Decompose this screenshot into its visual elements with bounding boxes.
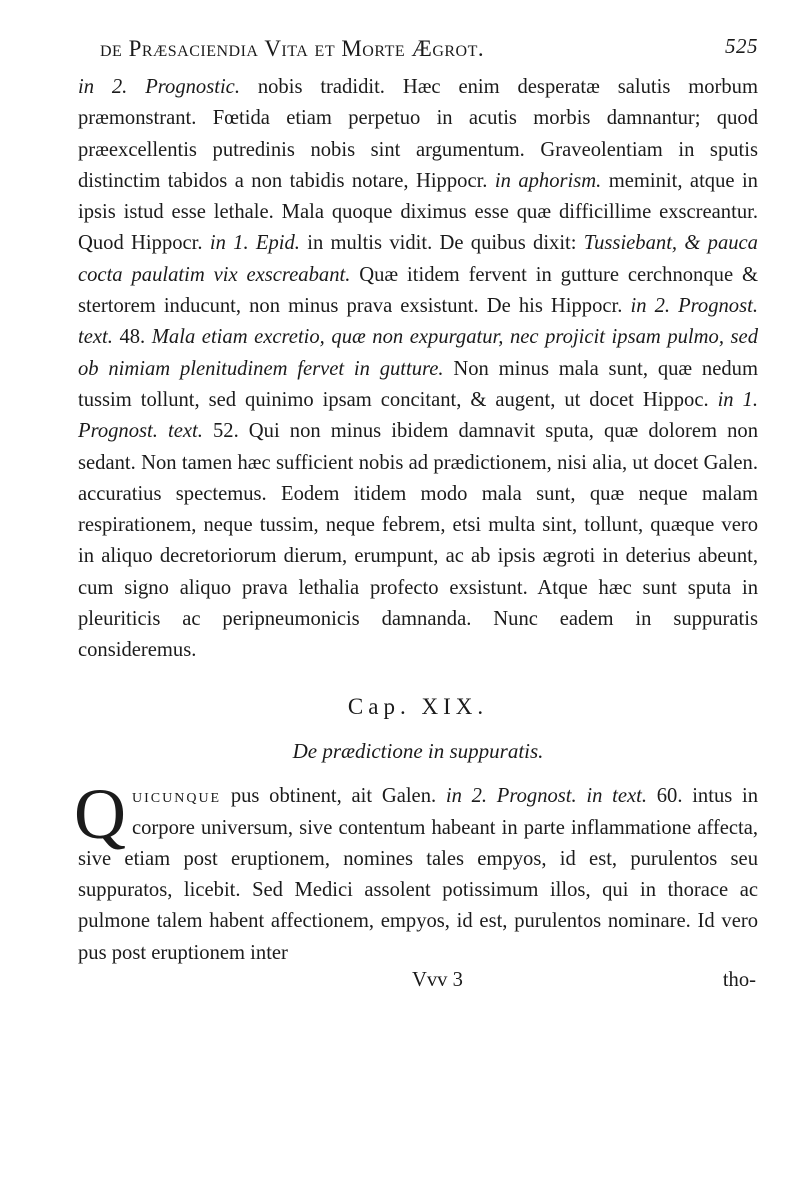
citation: in 2. Prognost. in text. bbox=[445, 785, 648, 808]
chapter-heading: Cap. XIX. bbox=[347, 693, 489, 719]
body-text bbox=[74, 72, 758, 969]
citation: in 1. Prognost. text. bbox=[78, 388, 758, 443]
first-word-small-caps: uicunque bbox=[132, 785, 222, 808]
signature-line bbox=[78, 969, 758, 1001]
citation: in 2. Prognostic. bbox=[78, 76, 240, 98]
text-run: Non minus mala sunt, quæ nedum tussim tollunt, sed quinimo ipsam concitant, & augent, ut docet Hippoc. bbox=[78, 357, 758, 411]
text-run: 52. Qui non minus ibidem damnavit sputa, quæ dolorem non sedant. Non tamen hæc sufficient nobis ad prædictionem, nisi alia, ut docet Galen. accuratius spectemus. Eodem itidem modo mala sunt, quæ neque malam respirationem, neque tussim, neque febrem, etsi multa sint, tollunt, quæque vero in aliquo decretoriorum dierum, erumpunt, ac ab ipsis ægroti in deterius abeunt, cum signo aliquo prava lethalia profecto exsistunt. Atque hæc sunt sputa in pleuriticis ac peripneumonicis damnanda. Nunc eadem in suppuratis consideremus. bbox=[78, 420, 758, 662]
paragraph-prognosis-of-sputa bbox=[78, 72, 758, 667]
quotation: Mala etiam excretio, quæ non expurgatur, nec projicit ipsam pulmo, sed ob nimiam plenitudinem fervet in gutture. bbox=[78, 326, 758, 380]
text-run: pus obtinent, ait Galen. bbox=[221, 785, 446, 808]
quotation: Tussiebant, & pauca cocta paulatim vix exscreabant. bbox=[78, 232, 758, 286]
text-run: 60. intus in corpore universum, sive contentum habeant in parte inflammatione affecta, sive etiam post eruptionem, nomines tales empyos, id est, purulentos seu suppuratos, licebit. Sed Medici assolent potissimum illos, qui in thorace ac pulmone talem habent affectionem, empyos, id est, purulentos nominare. Id vero pus post eruptionem inter bbox=[78, 785, 758, 964]
gathering-signature: Vvv 3 bbox=[412, 969, 463, 992]
text-run: Quæ itidem fervent in gutture cerchnonque & stertorem inducunt, non minus prava exsistunt. De his Hippocr. bbox=[78, 263, 758, 318]
drop-cap: Q bbox=[74, 774, 126, 855]
text-run: in multis vidit. De quibus dixit: bbox=[299, 232, 584, 255]
running-title: de Præsaciendia Vita et Morte Ægrot. bbox=[100, 36, 485, 61]
citation: in aphorism. bbox=[494, 169, 602, 192]
chapter-subtitle: De prædictione in suppuratis. bbox=[292, 738, 544, 763]
text-run: 48. bbox=[112, 326, 152, 349]
citation: in 2. Prognost. text. bbox=[78, 295, 758, 349]
text-run: meminit, atque in ipsis istud esse lethale. Mala quoque diximus esse quæ difficillime exscreantur. Quod Hippocr. bbox=[78, 169, 758, 255]
page-number: 525 bbox=[725, 34, 758, 58]
paragraph-suppurated bbox=[74, 774, 758, 969]
book-page bbox=[74, 32, 758, 1001]
citation: in 1. Epid. bbox=[209, 232, 300, 255]
text-run: nobis tradidit. Hæc enim desperatæ salutis morbum præmonstrant. Fœtida etiam perpetuo in acutis morbis damnantur; quod præexcellentis putredinis nobis sint argumentum. Graveolentiam in sputis distinctim tabidos a non tabidis notare, Hippocr. bbox=[78, 76, 758, 192]
catchword: tho- bbox=[722, 969, 756, 992]
page-header bbox=[78, 32, 758, 72]
